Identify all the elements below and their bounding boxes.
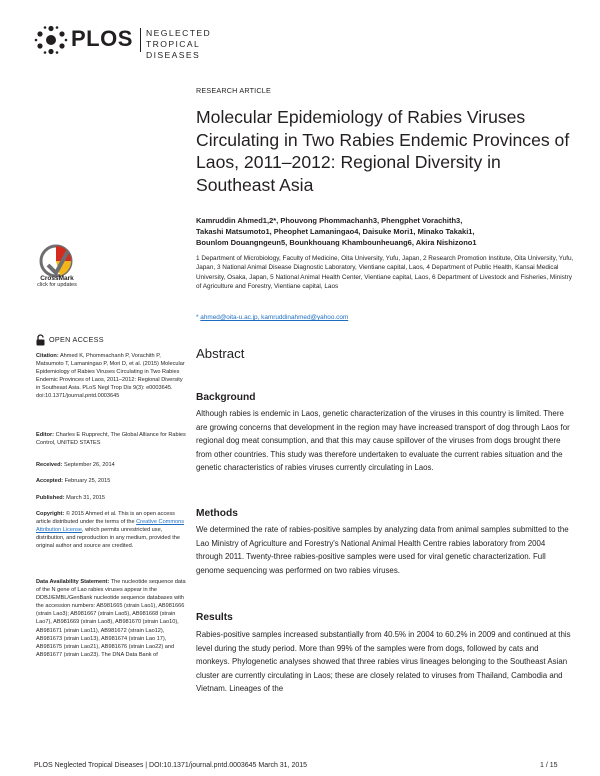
crossmark-label[interactable] xyxy=(36,276,78,288)
published-block xyxy=(36,494,186,502)
section-heading-background: Background xyxy=(196,392,256,403)
affiliations: 1 Department of Microbiology, Faculty of Medicine, Oita University, Yufu, Japan, 2 Research Promotion Institute, Oita University, Yufu, Japan, 3 National Animal Disease Diagnostic Laboratory, Vientiane capital, Laos, 4 Department of Public Health, Kansai Medical University, Osaka, Japan, 5 National Animal Health Center, Vientiane capital, Laos, 6 Department of Livestock and Fisheries, Ministry of Agriculture and Forestry, Vientiane capital, Laos xyxy=(196,255,574,291)
logo-subtitle-line2: TROPICAL DISEASES xyxy=(146,39,201,60)
crossmark-title: CrossMark xyxy=(40,275,74,282)
author-list xyxy=(196,215,576,248)
section-heading-results: Results xyxy=(196,612,233,623)
logo-wordmark: PLOS xyxy=(71,26,133,51)
author-line: Takashi Matsumoto1, Pheophet Lamaningao4, Daisuke Mori1, Minako Takaki1, xyxy=(196,227,475,236)
accepted-block xyxy=(36,477,186,485)
copyright-label: Copyright: xyxy=(36,511,65,517)
data-availability-block xyxy=(36,578,186,708)
received-date: September 26, 2014 xyxy=(64,462,115,468)
copyright-text-end: , which permits unrestricted use, distribution, and reproduction in any medium, provided the original author and source are credited. xyxy=(36,527,180,550)
article-type: RESEARCH ARTICLE xyxy=(196,86,271,95)
corresponding-email-row xyxy=(196,313,576,322)
crossmark-subtitle: click for updates xyxy=(37,282,77,288)
logo-subtitle xyxy=(146,28,214,61)
logo-divider xyxy=(140,28,141,52)
citation-block xyxy=(36,352,186,401)
received-block xyxy=(36,461,186,469)
section-text-background: Although rabies is endemic in Laos, genetic characterization of the viruses in this country is limited. There are growing concerns that development in the region may have increased transport of dog through Laos for regional dog meat consumption, and that this may cause spillover of the viruses from dogs brought there from other countries. This study was therefore undertaken to evaluate the current rabies situation and the genetic characteristics of rabies viruses currently circulating in Laos. xyxy=(196,409,570,472)
open-access-label: OPEN ACCESS xyxy=(49,335,104,344)
logo-subtitle-line1: NEGLECTED xyxy=(146,28,212,38)
section-text-results: Rabies-positive samples increased substantially from 40.5% in 2004 to 60.2% in 2009 and continued at this level during the study period. More than 99% of the samples were from dogs, followed by cats and monkeys. Phylogenetic analyses showed that three rabies virus lineages belonging to the Southeast Asian cluster are currently circulating in Laos; these are closely related to viruses from Thailand, Cambodia and Vietnam. Lineages of the xyxy=(196,630,571,693)
accepted-label: Accepted: xyxy=(36,478,64,484)
citation-text: Ahmed K, Phommachanh P, Vorachith P, Matsumoto T, Lamaningao P, Mori D, et al. (2015) Molecular Epidemiology of Rabies Viruses Circulating in Two Rabies Endemic Provinces of Laos, 2011–2012: Regional Diversity in Southeast Asia. PLoS Negl Trop Dis 9(3): e0003645. doi:10.1371/journal.pntd.0003645 xyxy=(36,353,185,400)
page-number: 1 / 15 xyxy=(540,762,558,769)
open-lock-icon xyxy=(36,334,45,346)
data-availability-label: Data Availability Statement: xyxy=(36,579,110,585)
footer-citation: PLOS Neglected Tropical Diseases | DOI:10.1371/journal.pntd.0003645 March 31, 2015 xyxy=(34,762,308,769)
abstract-heading: Abstract xyxy=(196,346,245,361)
citation-label: Citation: xyxy=(36,353,59,359)
article-title: Molecular Epidemiology of Rabies Viruses Circulating in Two Rabies Endemic Provinces of Laos, 2011–2012: Regional Diversity in Southeast Asia xyxy=(196,107,570,195)
email-links[interactable]: ahmed@oita-u.ac.jp, kamruddinahmed@yahoo.com xyxy=(200,314,349,321)
editor-text: Charles E Rupprecht, The Global Alliance for Rabies Control, UNITED STATES xyxy=(36,432,186,447)
license-link[interactable]: Creative Commons Attribution License xyxy=(36,519,185,534)
copyright-text: © 2015 Ahmed et al. This is an open access article distributed under the terms of the xyxy=(36,511,175,526)
author-line: Bounlom Douangngeun5, Bounkhouang Khambounheuang6, Akira Nishizono1 xyxy=(196,238,477,247)
accepted-date: February 25, 2015 xyxy=(64,478,111,484)
published-date: March 31, 2015 xyxy=(66,495,106,501)
received-label: Received: xyxy=(36,462,63,468)
plos-logo-icon xyxy=(34,24,68,56)
section-heading-methods: Methods xyxy=(196,508,238,519)
copyright-block xyxy=(36,510,186,550)
author-line: Kamruddin Ahmed1,2*, Phouvong Phommachanh3, Phengphet Vorachith3, xyxy=(196,216,463,225)
published-label: Published: xyxy=(36,495,65,501)
corresponding-marker: * xyxy=(196,314,199,321)
editor-block xyxy=(36,431,186,447)
editor-label: Editor: xyxy=(36,432,55,438)
data-availability-text: The nucleotide sequence data of the N gene of Lao rabies viruses appear in the DDBJ/EMBL/GenBank nucleotide sequence databases with the accession numbers: AB981665 (strain Lao1), AB981666 (strain Lao3); AB981667 (strain Lao5), AB981668 (strain Lao7), AB981669 (strain Lao8), AB981670 (strain Lao10), AB981671 (strain Lao11), AB981672 (strain Lao12), AB981673 (strain Lao13), AB981674 (strain Lao 17), AB981675 (strain Lao21), AB981676 (strain Lao22) and AB981677 (strain Lao23). The DNA Data Bank of xyxy=(36,579,186,658)
section-text-methods: We determined the rate of rabies-positive samples by analyzing data from animal samples submitted to the Lao Ministry of Agriculture and Forestry's National Animal Health Centre rabies laboratory from 2004 through 2011. Twenty-three rabies-positive samples were used for viral genetic characterization. Full genome sequencing was performed on two rabies viruses. xyxy=(196,525,569,575)
journal-logo[interactable] xyxy=(34,24,214,60)
